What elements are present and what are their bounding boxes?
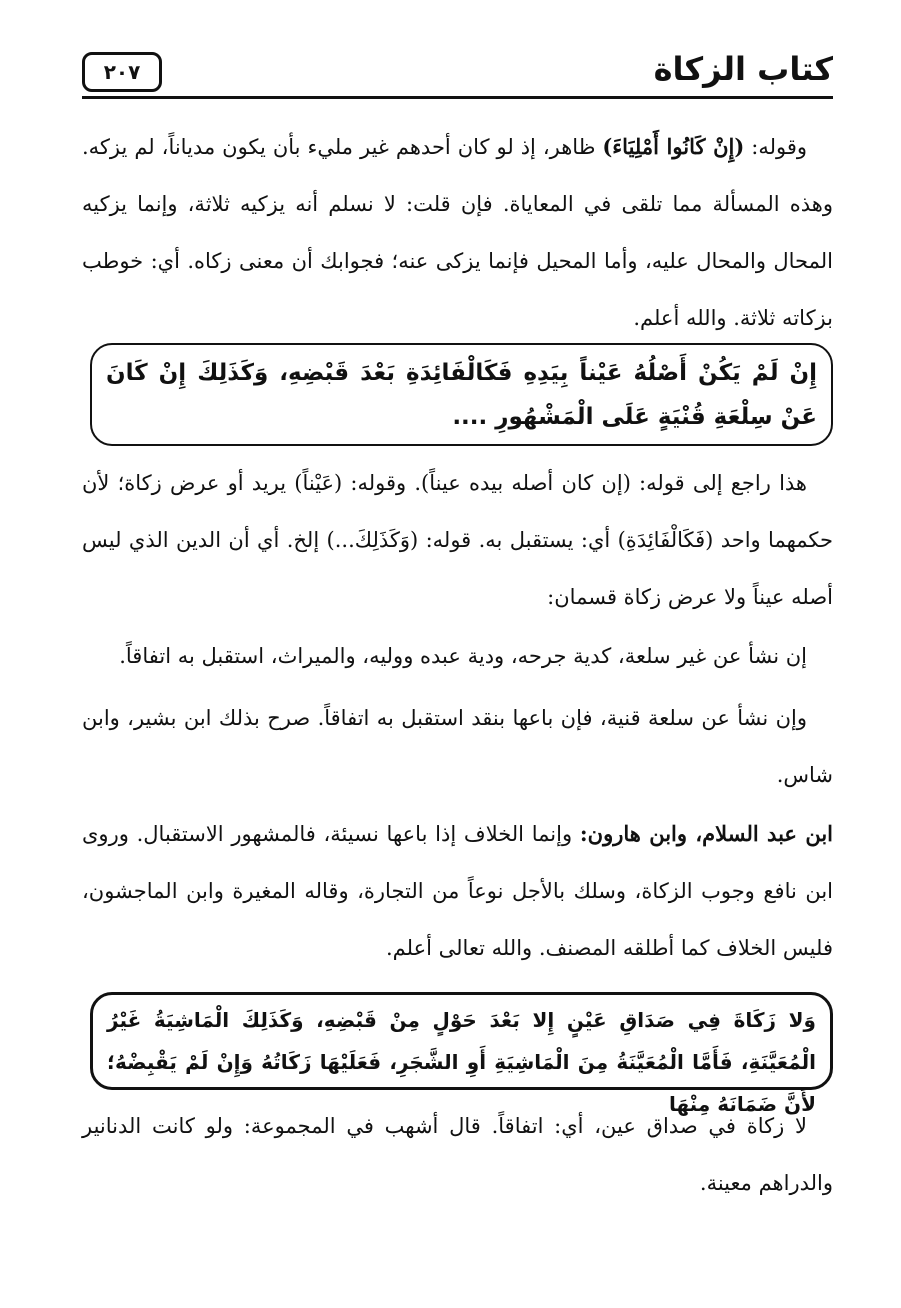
paragraph-5-text: وإنما الخلاف إذا باعها نسيئة، فالمشهور الاستقبال. وروى ابن نافع وجوب الزكاة، وسلك بالأجل نوعاً من التجارة، وقاله المغيرة وابن الماجشون، فليس الخلاف كما أطلقه المصنف. والله تعالى أعلم. — [82, 822, 833, 960]
paragraph-1 — [82, 118, 833, 347]
paragraph-1-quote: (إِنْ كَانُوا أَمْلِيَاءَ) — [602, 134, 745, 159]
page-number: ٢٠٧ — [82, 52, 162, 92]
paragraph-3: إن نشأ عن غير سلعة، كدية جرحه، ودية عبده ووليه، والميراث، استقبل به اتفاقاً. — [119, 644, 807, 668]
page-header — [82, 52, 833, 100]
paragraph-1-intro: وقوله: — [744, 135, 808, 159]
paragraph-4: وإن نشأ عن سلعة قنية، فإن باعها بنقد استقبل به اتفاقاً. صرح بذلك ابن بشير، وابن شاس. — [82, 706, 833, 787]
paragraph-5-authors: ابن عبد السلام، وابن هارون: — [579, 821, 833, 846]
book-title: كتاب الزكاة — [653, 50, 833, 88]
paragraph-5 — [82, 805, 833, 977]
paragraph-6: لا زكاة في صداق عين، أي: اتفاقاً. قال أشهب في المجموعة: ولو كانت الدنانير والدراهم معينة. — [82, 1114, 833, 1195]
matn-box-1: إِنْ لَمْ يَكُنْ أَصْلُهُ عَيْناً بِيَدِهِ فَكَالْفَائِدَةِ بَعْدَ قَبْضِهِ، وَكَذَلِكَ إِنْ كَانَ عَنْ سِلْعَةِ قُنْيَةٍ عَلَى الْمَشْهُورِ .... — [90, 343, 833, 446]
header-rule — [82, 96, 833, 99]
matn-box-2: وَلا زَكَاةَ فِي صَدَاقِ عَيْنٍ إِلا بَعْدَ حَوْلٍ مِنْ قَبْضِهِ، وَكَذَلِكَ الْمَاشِيَةُ غَيْرُ الْمُعَيَّنَةِ، فَأَمَّا الْمُعَيَّنَةُ مِنَ الْمَاشِيَةِ أَوِ الشَّجَرِ، فَعَلَيْهَا زَكَاتُهُ وَإِنْ لَمْ يَقْبِضْهُ؛ لأَنَّ ضَمَانَهُ مِنْهَا — [90, 992, 833, 1090]
paragraph-2: هذا راجع إلى قوله: (إن كان أصله بيده عيناً). وقوله: (عَيْناً) يريد أو عرض زكاة؛ لأن حكمهما واحد (فَكَالْفَائِدَةِ) أي: يستقبل به. قوله: (وَكَذَلِكَ...) إلخ. أي أن الدين الذي ليس أصله عيناً ولا عرض زكاة قسمان: — [82, 471, 833, 609]
paragraph-1-text: ظاهر، إذ لو كان أحدهم غير مليء بأن يكون مدياناً، لم يزكه. وهذه المسألة مما تلقى في المعاياة. فإن قلت: لا نسلم أنه يزكيه ثلاثة، وإنما يزكيه المحال والمحال عليه، وأما المحيل فإنما يزكى عنه؛ فجوابك أن معنى زكاه. أي: خوطب بزكاته ثلاثة. والله أعلم. — [82, 135, 833, 330]
